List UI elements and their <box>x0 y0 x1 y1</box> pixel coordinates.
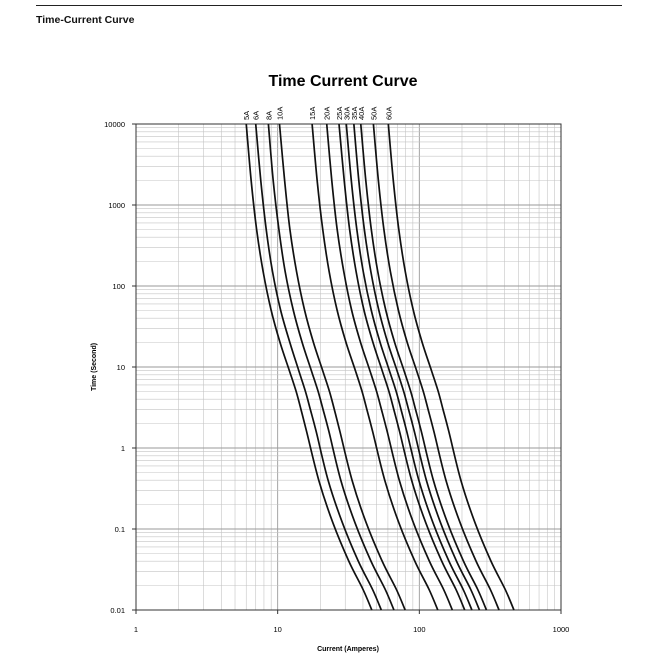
y-tick-label: 0.01 <box>110 606 125 615</box>
curve-label-8a: 8A <box>264 110 274 120</box>
section-heading: Time-Current Curve <box>36 14 135 26</box>
y-tick-label: 100 <box>112 282 125 291</box>
curve-label-20a: 20A <box>322 106 332 120</box>
y-tick-label: 0.1 <box>114 525 125 534</box>
x-tick-label: 10 <box>273 625 282 634</box>
curve-label-10a: 10A <box>275 106 285 120</box>
curve-label-5a: 5A <box>242 110 252 120</box>
x-tick-label: 1 <box>133 625 139 634</box>
curve-label-50a: 50A <box>369 106 379 120</box>
y-tick-label: 1000 <box>108 201 125 210</box>
y-axis-label: Time (Second) <box>91 342 98 392</box>
y-tick-label: 10 <box>116 363 125 372</box>
curve-label-35a: 35A <box>349 106 359 120</box>
y-tick-label: 10000 <box>104 120 125 129</box>
curve-label-30a: 30A <box>342 106 352 120</box>
x-tick-label: 100 <box>413 625 426 634</box>
curve-labels <box>242 107 393 120</box>
x-axis-label: Current (Amperes) <box>317 646 379 653</box>
curve-label-40a: 40A <box>356 106 366 120</box>
x-tick-label: 1000 <box>552 625 570 634</box>
curve-label-15a: 15A <box>308 106 318 120</box>
curve-label-25a: 25A <box>335 106 344 120</box>
curve-label-60a: 60A <box>384 106 394 120</box>
curve-label-6a: 6A <box>251 110 261 120</box>
chart-title: Time Current Curve <box>268 73 418 90</box>
axis-ticks <box>104 120 569 634</box>
y-tick-label: 1 <box>120 444 125 453</box>
